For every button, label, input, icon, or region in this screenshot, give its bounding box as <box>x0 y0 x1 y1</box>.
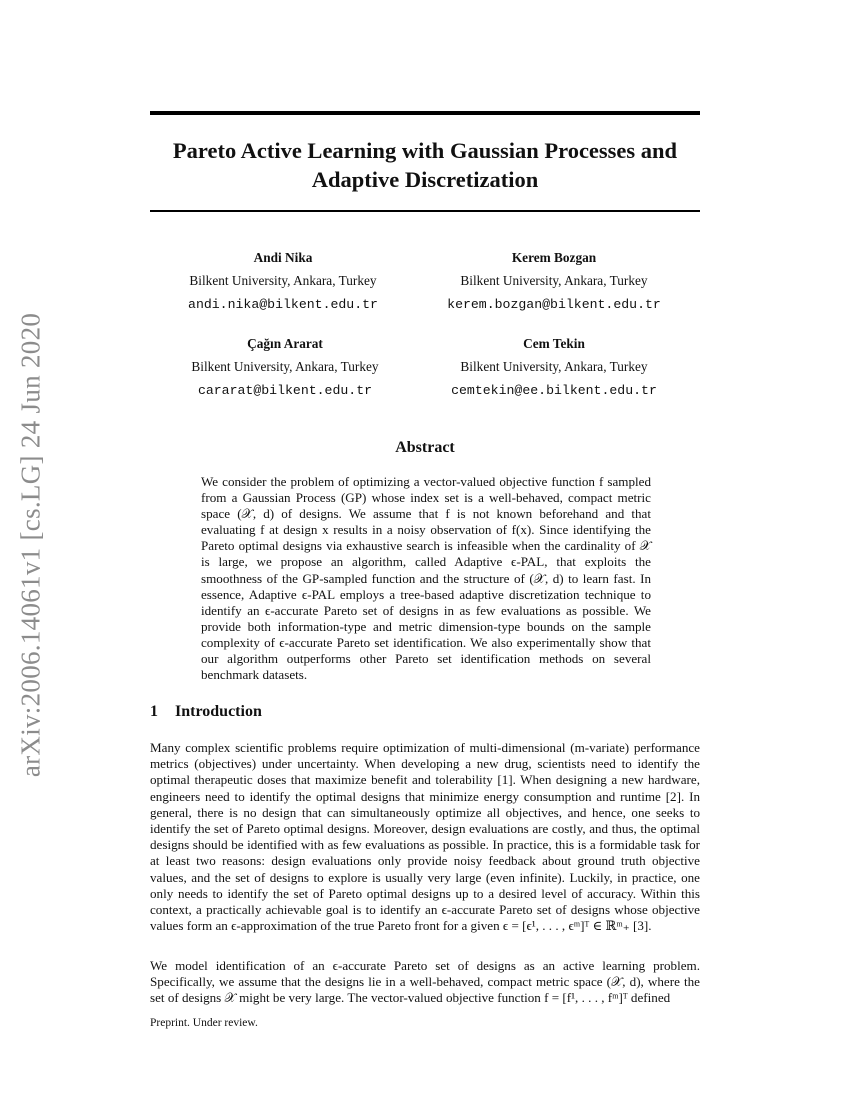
intro-paragraph: We model identification of an ϵ-accurate Pareto set of designs as an active learning problem. Specifically, we assume that the designs lie in a well-behaved, compact metric space (𝒳, d), where the set of designs 𝒳 might be very large. The vector-valued objective function f = [f¹, . . . , fᵐ]ᵀ defined <box>150 958 700 1006</box>
author-block <box>150 333 420 403</box>
arxiv-identifier: arXiv:2006.14061v1 [cs.LG] 24 Jun 2020 <box>15 312 46 778</box>
section-title: Introduction <box>175 703 262 720</box>
title-rule-bottom <box>150 210 700 212</box>
paper-title <box>150 136 700 194</box>
author-name: Çağın Ararat <box>247 336 323 351</box>
title-line-2: Adaptive Discretization <box>311 167 539 192</box>
title-rule-top <box>150 111 700 115</box>
author-name: Kerem Bozgan <box>511 250 597 265</box>
arxiv-side-stamp <box>8 295 54 795</box>
author-block <box>148 247 418 317</box>
author-affiliation: Bilkent University, Ankara, Turkey <box>460 273 648 288</box>
author-email[interactable]: andi.nika@bilkent.edu.tr <box>188 297 378 312</box>
section-number: 1 <box>150 703 158 720</box>
author-affiliation: Bilkent University, Ankara, Turkey <box>460 359 648 374</box>
author-name: Andi Nika <box>253 250 313 265</box>
title-line-1: Pareto Active Learning with Gaussian Processes and <box>172 138 678 163</box>
author-email[interactable]: cararat@bilkent.edu.tr <box>197 383 373 398</box>
abstract-heading: Abstract <box>395 439 455 456</box>
preprint-footer: Preprint. Under review. <box>150 1017 258 1029</box>
author-email[interactable]: kerem.bozgan@bilkent.edu.tr <box>447 297 661 312</box>
author-email[interactable]: cemtekin@ee.bilkent.edu.tr <box>451 383 657 398</box>
author-affiliation: Bilkent University, Ankara, Turkey <box>189 273 377 288</box>
abstract-text: We consider the problem of optimizing a vector-valued objective function f sampled from a Gaussian Process (GP) whose index set is a well-behaved, compact metric space (𝒳, d) of designs. We assume that f is not known beforehand and that evaluating f at design x results in a noisy observation of f(x). Since identifying the Pareto optimal designs via exhaustive search is infeasible when the cardinality of 𝒳 is large, we propose an algorithm, called Adaptive ϵ-PAL, that exploits the smoothness of the GP-sampled function and the structure of (𝒳, d) to learn fast. In essence, Adaptive ϵ-PAL employs a tree-based adaptive discretization technique to identify an ϵ-accurate Pareto set of designs in as few evaluations as possible. We provide both information-type and metric dimension-type bounds on the sample complexity of ϵ-accurate Pareto set identification. We also experimentally show that our algorithm outperforms other Pareto set identification methods on several benchmark datasets. <box>201 474 651 683</box>
author-block <box>419 333 689 403</box>
author-name: Cem Tekin <box>523 336 585 351</box>
author-affiliation: Bilkent University, Ankara, Turkey <box>191 359 379 374</box>
author-block <box>419 247 689 317</box>
section-heading <box>150 703 262 721</box>
intro-paragraph: Many complex scientific problems require optimization of multi-dimensional (m-variate) performance metrics (objectives) under uncertainty. When developing a new drug, scientists need to identify the optimal therapeutic doses that maximize benefit and tolerability [1]. When designing a new hardware, engineers need to identify the optimal designs that minimize energy consumption and runtime [2]. In general, there is no design that can simultaneously optimize all objectives, and hence, one seeks to identify the set of Pareto optimal designs. Moreover, design evaluations are costly, and thus, the optimal designs should be identified with as few evaluations as possible. In practice, this is a formidable task for at least two reasons: design evaluations only provide noisy feedback about ground truth objective values, and the set of designs to explore is usually very large (even infinite). Luckily, in practice, one only needs to identify the set of Pareto optimal designs up to a desired level of accuracy. Within this context, a practically achievable goal is to identify an ϵ-accurate Pareto set of designs whose objective values form an ϵ-approximation of the true Pareto front for a given ϵ = [ϵ¹, . . . , ϵᵐ]ᵀ ∈ ℝᵐ₊ [3]. <box>150 740 700 934</box>
